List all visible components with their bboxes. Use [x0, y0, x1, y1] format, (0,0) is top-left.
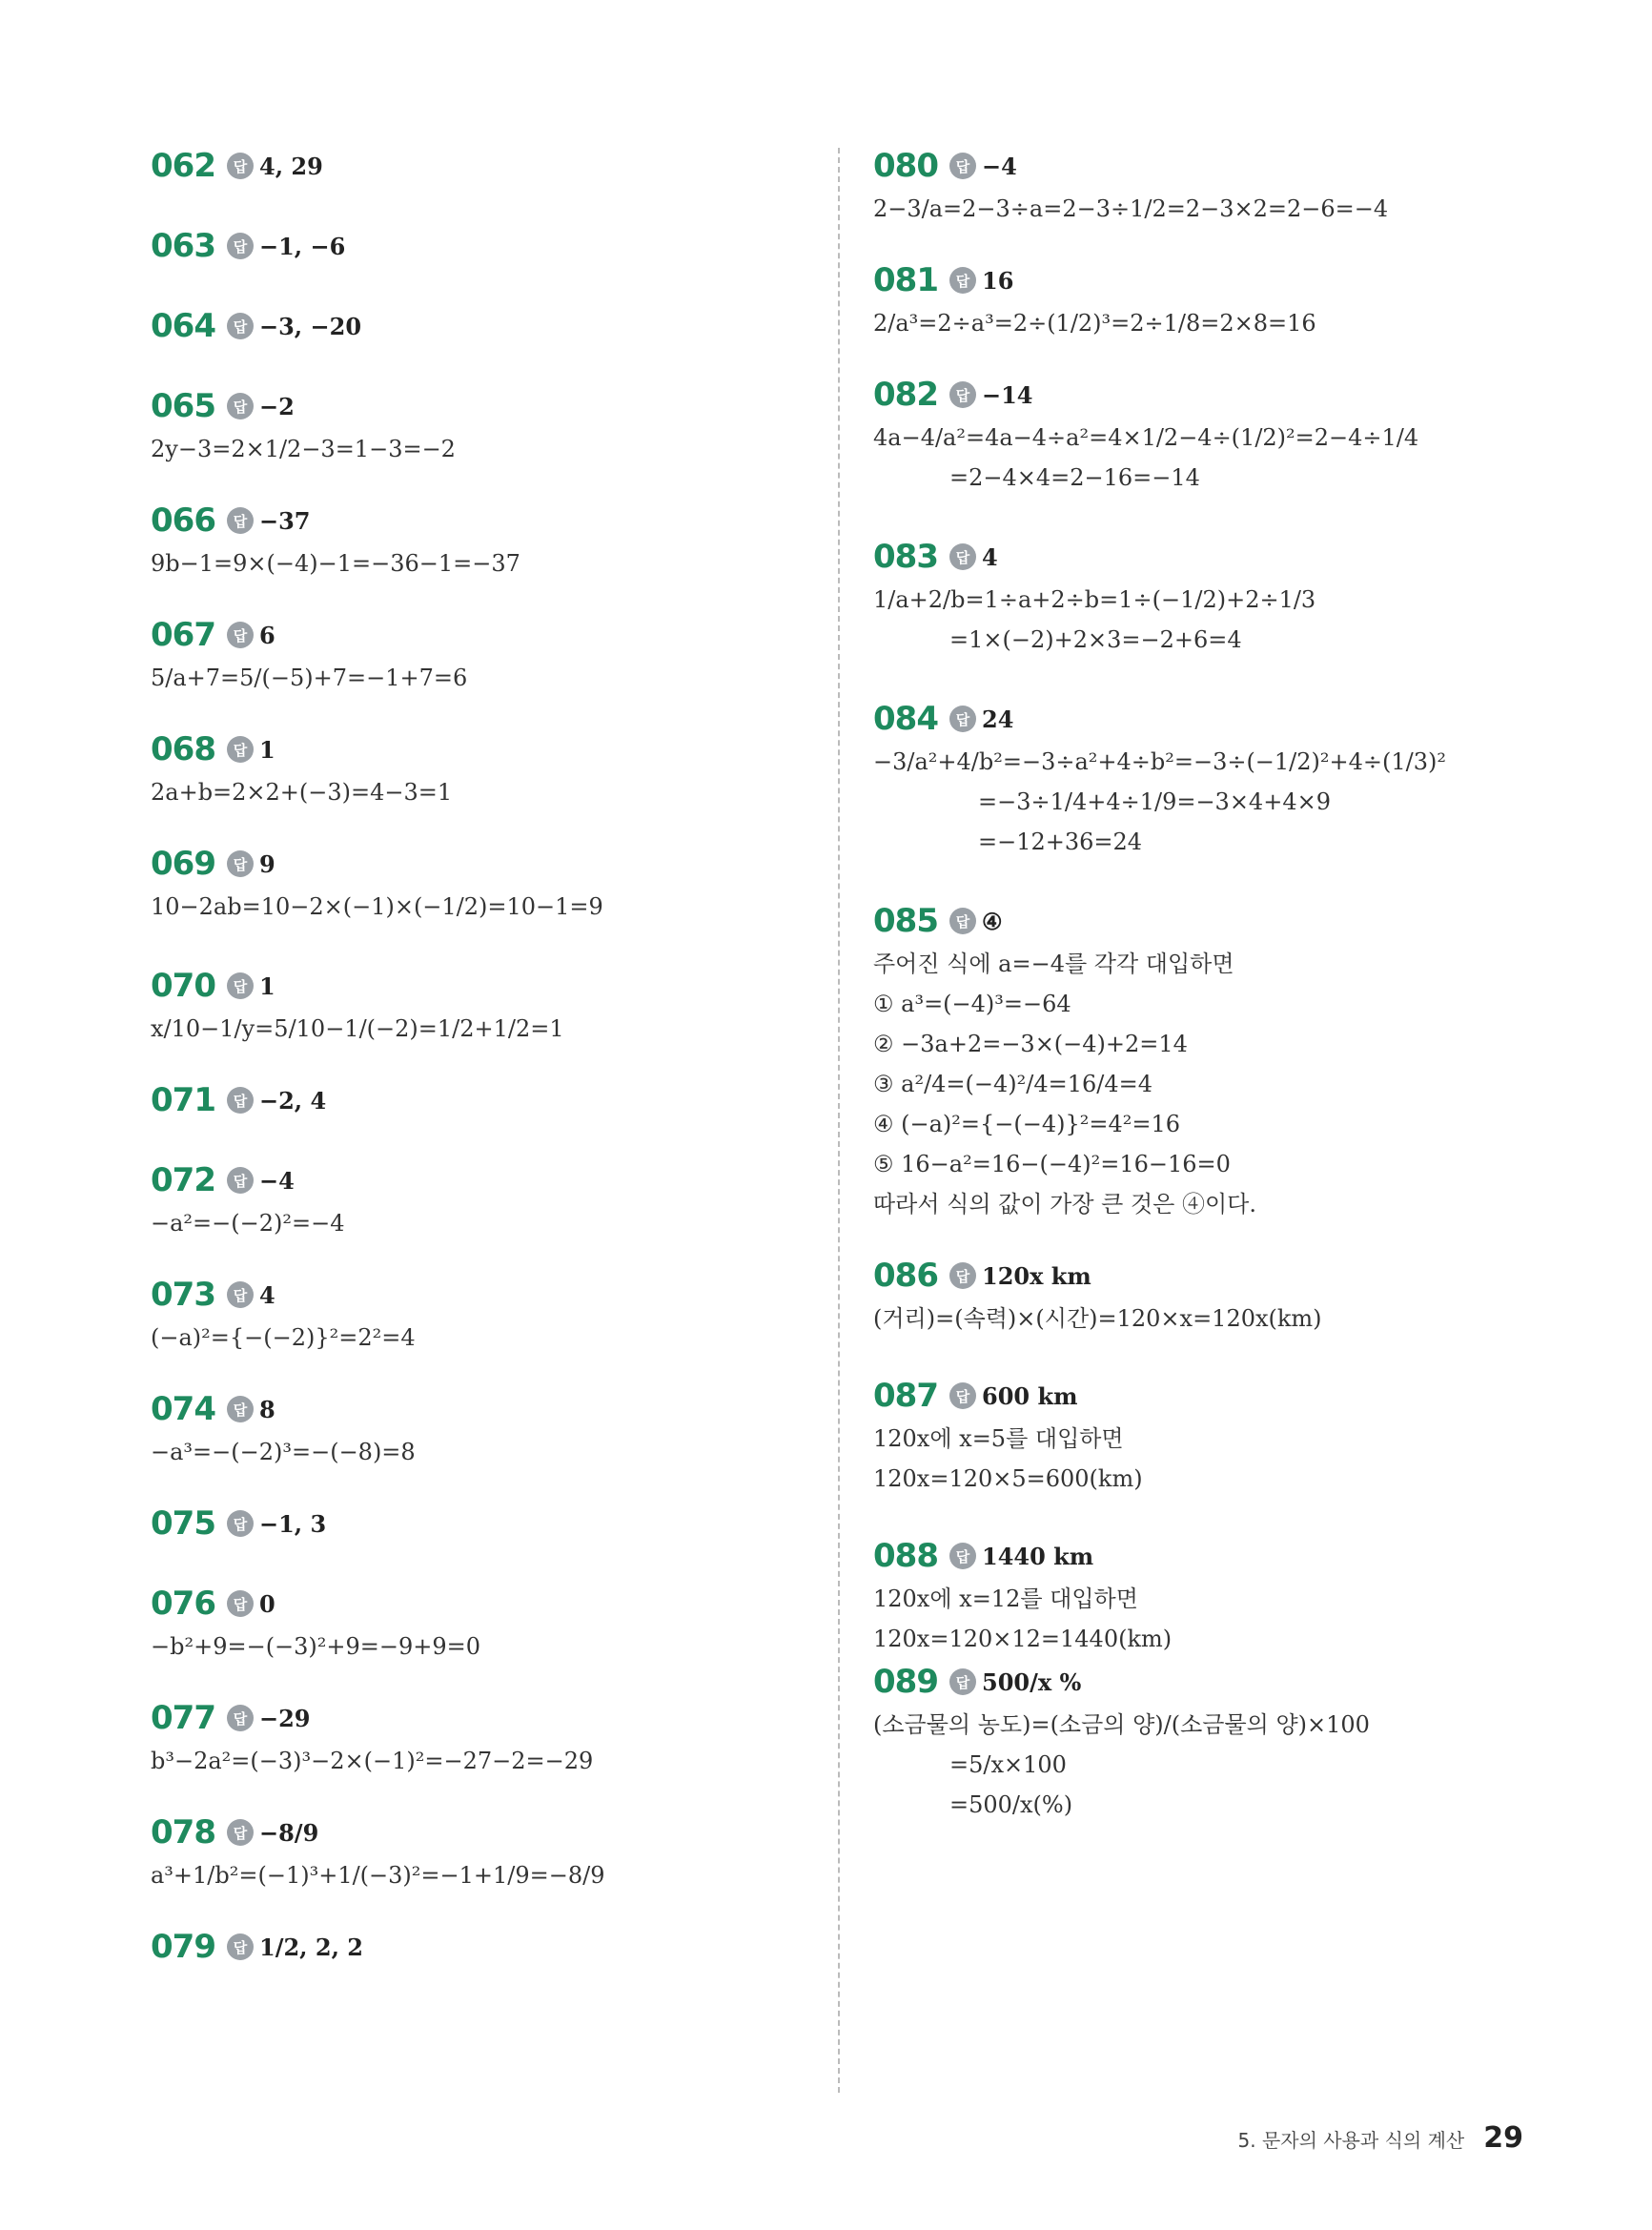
page-footer	[1238, 2121, 1523, 2155]
answer-text: 1	[259, 972, 275, 1000]
problem-header	[151, 1810, 818, 1855]
problem-063	[151, 223, 818, 269]
answer-badge-icon: 답	[949, 381, 976, 408]
problem-number: 070	[151, 967, 215, 1005]
answer-badge-icon: 답	[227, 1396, 254, 1422]
answer-text: −37	[259, 506, 311, 535]
right-column	[873, 143, 1560, 1825]
problem-number: 081	[873, 261, 938, 299]
answer-text: 16	[982, 266, 1014, 295]
problem-083	[873, 534, 1560, 660]
problem-header	[151, 1077, 818, 1123]
solution-line: (거리)=(속력)×(시간)=120×x=120x(km)	[873, 1305, 1322, 1332]
answer-text: 0	[259, 1589, 275, 1618]
chapter-title: 5. 문자의 사용과 식의 계산	[1237, 2129, 1465, 2152]
solution-line: 120x에 x=12를 대입하면	[873, 1586, 1138, 1612]
problem-number: 066	[151, 501, 215, 540]
solution-line: =2−4×4=2−16=−14	[949, 464, 1200, 491]
problem-number: 067	[151, 616, 215, 654]
solution-line: ② −3a+2=−3×(−4)+2=14	[873, 1031, 1188, 1057]
problem-078	[151, 1810, 818, 1895]
problem-number: 079	[151, 1928, 215, 1966]
solution-line: −3/a²+4/b²=−3÷a²+4÷b²=−3÷(−1/2)²+4÷(1/3)²	[873, 748, 1446, 775]
answer-text: 8	[259, 1395, 275, 1423]
solution-line: 120x에 x=5를 대입하면	[873, 1425, 1124, 1452]
solution-line: =1×(−2)+2×3=−2+6=4	[949, 626, 1242, 653]
problem-077	[151, 1695, 818, 1781]
solution-line: (−a)²={−(−2)}²=2²=4	[151, 1324, 416, 1351]
problem-number: 072	[151, 1161, 215, 1199]
solution-line: =500/x(%)	[949, 1791, 1073, 1818]
problem-header	[873, 143, 1560, 189]
problem-066	[151, 498, 818, 583]
answer-text: −29	[259, 1704, 311, 1732]
answer-text: 4, 29	[259, 152, 323, 180]
problem-header	[873, 257, 1560, 303]
problem-header	[151, 1924, 818, 1970]
problem-062	[151, 143, 818, 189]
problem-header	[151, 1386, 818, 1432]
solution-line: 2a+b=2×2+(−3)=4−3=1	[151, 779, 453, 806]
problem-header	[151, 726, 818, 772]
answer-badge-icon: 답	[227, 1281, 254, 1308]
problem-number: 084	[873, 700, 938, 738]
answer-text: 4	[259, 1280, 275, 1309]
problem-header	[151, 1695, 818, 1741]
solution-line: =−12+36=24	[978, 829, 1143, 855]
solution-line: 5/a+7=5/(−5)+7=−1+7=6	[151, 665, 468, 691]
problem-number: 085	[873, 902, 938, 940]
answer-badge-icon: 답	[227, 1087, 254, 1114]
problem-number: 063	[151, 227, 215, 265]
problem-header	[873, 1533, 1560, 1579]
solution-line: ④ (−a)²={−(−4)}²=4²=16	[873, 1111, 1181, 1137]
problem-header	[873, 898, 1560, 944]
solution-line: =5/x×100	[949, 1751, 1067, 1778]
problem-number: 089	[873, 1663, 938, 1701]
solution-line: 10−2ab=10−2×(−1)×(−1/2)=10−1=9	[151, 893, 603, 920]
problem-071	[151, 1077, 818, 1123]
problem-number: 083	[873, 538, 938, 576]
answer-badge-icon: 답	[227, 313, 254, 339]
problem-073	[151, 1272, 818, 1358]
answer-badge-icon: 답	[227, 233, 254, 259]
problem-header	[873, 696, 1560, 742]
solution-line: −a³=−(−2)³=−(−8)=8	[151, 1439, 416, 1465]
problem-079	[151, 1924, 818, 1970]
problem-088	[873, 1533, 1560, 1659]
problem-081	[873, 257, 1560, 343]
problem-number: 073	[151, 1276, 215, 1314]
problem-082	[873, 372, 1560, 498]
problem-067	[151, 612, 818, 698]
problem-070	[151, 963, 818, 1049]
problem-number: 075	[151, 1504, 215, 1543]
problem-069	[151, 841, 818, 927]
problem-number: 082	[873, 376, 938, 414]
problem-header	[151, 1501, 818, 1546]
problem-header	[151, 1581, 818, 1626]
answer-text: −2	[259, 392, 295, 420]
problem-header	[873, 534, 1560, 580]
solution-line: a³+1/b²=(−1)³+1/(−3)²=−1+1/9=−8/9	[151, 1862, 605, 1889]
solution-line: 4a−4/a²=4a−4÷a²=4×1/2−4÷(1/2)²=2−4÷1/4	[873, 424, 1419, 451]
solution-line: 120x=120×5=600(km)	[873, 1465, 1143, 1492]
answer-text: 1440 km	[982, 1542, 1094, 1570]
solution-line: ③ a²/4=(−4)²/4=16/4=4	[873, 1071, 1153, 1097]
problem-072	[151, 1157, 818, 1243]
problem-065	[151, 383, 818, 469]
answer-badge-icon: 답	[227, 1510, 254, 1537]
solution-line: −a²=−(−2)²=−4	[151, 1210, 345, 1237]
problem-header	[151, 1157, 818, 1203]
problem-number: 086	[873, 1257, 938, 1295]
problem-number: 088	[873, 1537, 938, 1575]
problem-number: 069	[151, 845, 215, 883]
answer-text: 9	[259, 849, 275, 878]
problem-header	[873, 1253, 1560, 1299]
solution-line: ① a³=(−4)³=−64	[873, 991, 1071, 1017]
problem-header	[151, 1272, 818, 1318]
answer-badge-icon: 답	[949, 543, 976, 570]
solution-line: 120x=120×12=1440(km)	[873, 1626, 1173, 1652]
solution-line: 2y−3=2×1/2−3=1−3=−2	[151, 436, 456, 462]
problem-header	[151, 143, 818, 189]
problem-089	[873, 1659, 1560, 1825]
problem-086	[873, 1253, 1560, 1339]
answer-text: ④	[982, 907, 1003, 935]
answer-badge-icon: 답	[949, 1668, 976, 1695]
problem-number: 062	[151, 147, 215, 185]
answer-badge-icon: 답	[949, 153, 976, 179]
answer-badge-icon: 답	[227, 1819, 254, 1846]
solution-line: =−3÷1/4+4÷1/9=−3×4+4×9	[978, 788, 1331, 815]
solution-line: 9b−1=9×(−4)−1=−36−1=−37	[151, 550, 520, 577]
answer-text: 1/2, 2, 2	[259, 1933, 363, 1961]
problem-number: 080	[873, 147, 938, 185]
problem-074	[151, 1386, 818, 1472]
problem-068	[151, 726, 818, 812]
solution-line: 2−3/a=2−3÷a=2−3÷1/2=2−3×2=2−6=−4	[873, 195, 1389, 222]
left-column	[151, 143, 818, 1970]
answer-badge-icon: 답	[227, 972, 254, 999]
column-divider	[838, 148, 840, 2093]
solution-line: ⑤ 16−a²=16−(−4)²=16−16=0	[873, 1151, 1231, 1177]
solution-line: x/10−1/y=5/10−1/(−2)=1/2+1/2=1	[151, 1015, 564, 1042]
answer-text: 1	[259, 735, 275, 764]
problem-number: 076	[151, 1585, 215, 1623]
answer-text: −4	[982, 152, 1017, 180]
problem-number: 078	[151, 1813, 215, 1852]
answer-badge-icon: 답	[227, 1590, 254, 1617]
answer-badge-icon: 답	[227, 1167, 254, 1194]
problem-header	[873, 372, 1560, 418]
problem-header	[151, 612, 818, 658]
answer-badge-icon: 답	[227, 622, 254, 648]
solution-line: 주어진 식에 a=−4를 각각 대입하면	[873, 951, 1234, 977]
answer-text: −8/9	[259, 1818, 319, 1847]
answer-badge-icon: 답	[227, 507, 254, 534]
answer-badge-icon: 답	[949, 1262, 976, 1289]
solution-line: (소금물의 농도)=(소금의 양)/(소금물의 양)×100	[873, 1711, 1370, 1738]
answer-text: 4	[982, 542, 998, 571]
problem-075	[151, 1501, 818, 1546]
problem-084	[873, 696, 1560, 862]
problem-number: 077	[151, 1699, 215, 1737]
problem-header	[151, 303, 818, 349]
problem-080	[873, 143, 1560, 229]
answer-badge-icon: 답	[227, 850, 254, 877]
answer-text: −4	[259, 1166, 295, 1195]
answer-text: −14	[982, 380, 1033, 409]
answer-text: 6	[259, 621, 275, 649]
answer-text: −2, 4	[259, 1086, 327, 1115]
problem-number: 087	[873, 1377, 938, 1415]
problem-header	[873, 1659, 1560, 1705]
answer-badge-icon: 답	[949, 267, 976, 294]
solution-line: 2/a³=2÷a³=2÷(1/2)³=2÷1/8=2×8=16	[873, 310, 1316, 337]
answer-badge-icon: 답	[227, 153, 254, 179]
answer-text: −1, −6	[259, 232, 346, 260]
answer-text: −1, 3	[259, 1509, 327, 1538]
problem-085	[873, 898, 1560, 1224]
problem-header	[151, 498, 818, 543]
problem-076	[151, 1581, 818, 1667]
problem-number: 064	[151, 307, 215, 345]
answer-badge-icon: 답	[949, 1382, 976, 1409]
problem-087	[873, 1373, 1560, 1499]
problem-number: 074	[151, 1390, 215, 1428]
problem-number: 071	[151, 1081, 215, 1119]
answer-badge-icon: 답	[949, 1543, 976, 1569]
answer-text: 600 km	[982, 1381, 1078, 1410]
answer-text: −3, −20	[259, 312, 362, 340]
answer-text: 120x km	[982, 1261, 1091, 1290]
solution-line: b³−2a²=(−3)³−2×(−1)²=−27−2=−29	[151, 1748, 594, 1774]
problem-064	[151, 303, 818, 349]
answer-badge-icon: 답	[227, 393, 254, 419]
problem-header	[151, 841, 818, 887]
problem-header	[873, 1373, 1560, 1419]
answer-badge-icon: 답	[227, 1705, 254, 1731]
problem-number: 065	[151, 387, 215, 425]
answer-text: 500/x %	[982, 1667, 1082, 1696]
answer-badge-icon: 답	[227, 1933, 254, 1960]
answer-badge-icon: 답	[949, 908, 976, 934]
problem-number: 068	[151, 730, 215, 768]
solution-line: 따라서 식의 값이 가장 큰 것은 ④이다.	[873, 1191, 1256, 1217]
problem-header	[151, 223, 818, 269]
answer-badge-icon: 답	[227, 736, 254, 763]
problem-header	[151, 963, 818, 1009]
problem-header	[151, 383, 818, 429]
solution-line: 1/a+2/b=1÷a+2÷b=1÷(−1/2)+2÷1/3	[873, 586, 1316, 613]
page-number: 29	[1483, 2121, 1523, 2155]
answer-badge-icon: 답	[949, 706, 976, 732]
solution-line: −b²+9=−(−3)²+9=−9+9=0	[151, 1633, 481, 1660]
answer-text: 24	[982, 705, 1014, 733]
